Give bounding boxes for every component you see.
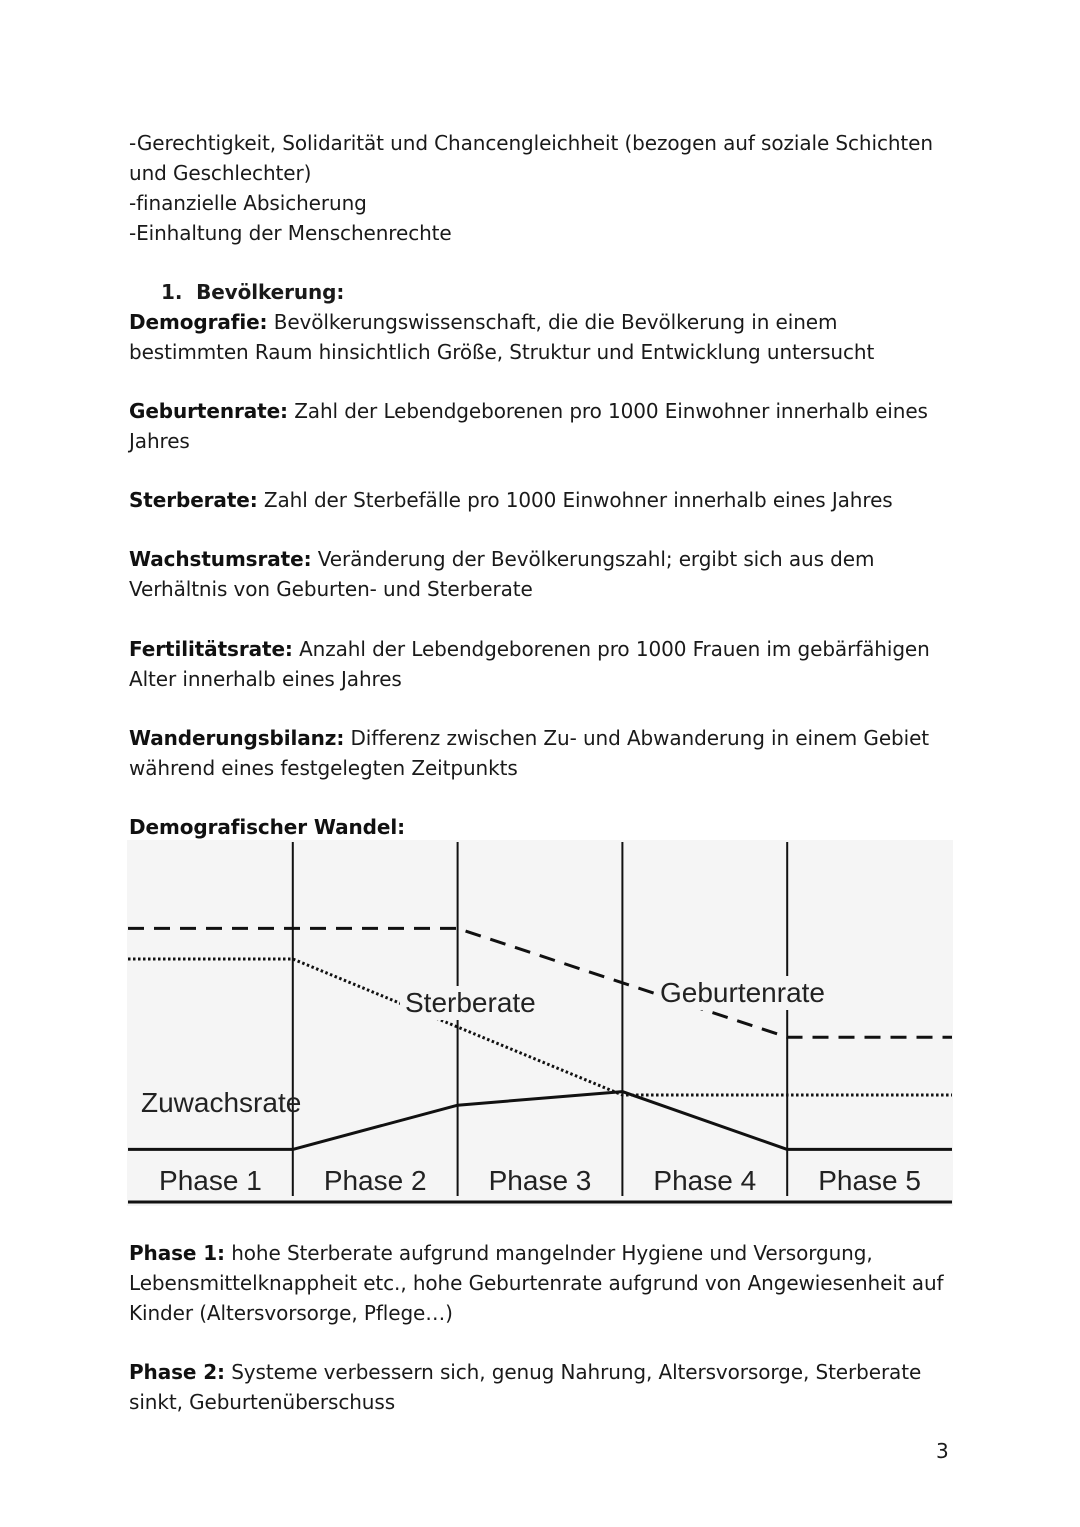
phase-label: Phase 5 [818,1165,921,1196]
intro-item: -Gerechtigkeit, Solidarität und Chancengleichheit (bezogen auf soziale Schichten [129,131,933,155]
phase-text: Lebensmittelknappheit etc., hohe Geburtenrate aufgrund von Angewiesenheit auf [129,1271,944,1295]
phase-label: Phase 4 [653,1165,757,1196]
definition-text: Alter innerhalb eines Jahres [129,667,402,691]
definition-geburtenrate [129,396,928,426]
phase-term: Phase 1: [129,1241,225,1265]
definition-text: Differenz zwischen Zu- und Abwanderung in einem Gebiet [344,726,930,750]
page-number: 3 [936,1439,949,1463]
section-heading [161,277,344,307]
definition-text: bestimmten Raum hinsichtlich Größe, Struktur und Entwicklung untersucht [129,340,875,364]
chart-background [127,840,953,1206]
section-number: 1. [161,280,183,304]
series-label-zuwachsrate: Zuwachsrate [141,1087,302,1118]
intro-item: und Geschlechter) [129,161,312,185]
chart-heading-text: Demografischer Wandel: [129,815,405,839]
definition-term: Sterberate: [129,488,258,512]
definition-term: Fertilitätsrate: [129,637,293,661]
definition-text: Anzahl der Lebendgeborenen pro 1000 Frauen im gebärfähigen [292,637,930,661]
intro-item: -finanzielle Absicherung [129,191,367,215]
phase-term: Phase 2: [129,1360,225,1384]
phase-text: Kinder (Altersvorsorge, Pflege…) [129,1301,453,1325]
definition-term: Wanderungsbilanz: [129,726,345,750]
definition-demografie [129,307,837,337]
series-label-sterberate: Sterberate [405,987,536,1018]
phase-label: Phase 1 [159,1165,262,1196]
intro-item: -Einhaltung der Menschenrechte [129,221,452,245]
definition-text: während eines festgelegten Zeitpunkts [129,756,518,780]
definition-text: Verhältnis von Geburten- und Sterberate [129,577,533,601]
definition-term: Wachstumsrate: [129,547,312,571]
demographic-transition-chart [127,840,953,1206]
section-title: Bevölkerung: [196,280,345,304]
definition-text: Bevölkerungswissenschaft, die die Bevölkerung in einem [267,310,838,334]
definition-sterberate [129,485,893,515]
definition-text: Zahl der Lebendgeborenen pro 1000 Einwohner innerhalb eines [287,399,928,423]
phase-text: Systeme verbessern sich, genug Nahrung, Altersvorsorge, Sterberate [224,1360,922,1384]
definition-text: Veränderung der Bevölkerungszahl; ergibt sich aus dem [311,547,875,571]
phase-text: sinkt, Geburtenüberschuss [129,1390,396,1414]
phase-description-2 [129,1357,921,1387]
definition-term: Geburtenrate: [129,399,288,423]
phase-description-1 [129,1238,873,1268]
definition-wachstumsrate [129,544,874,574]
definition-text: Jahres [129,429,190,453]
definition-term: Demografie: [129,310,268,334]
definition-wanderungsbilanz [129,723,929,753]
definition-fertilitaetsrate [129,634,930,664]
phase-text: hohe Sterberate aufgrund mangelnder Hygiene und Versorgung, [224,1241,873,1265]
definition-text: Zahl der Sterbefälle pro 1000 Einwohner innerhalb eines Jahres [257,488,893,512]
phase-label: Phase 3 [488,1165,592,1196]
series-label-geburtenrate: Geburtenrate [660,977,825,1008]
chart-heading [129,812,405,842]
phase-label: Phase 2 [323,1165,427,1196]
